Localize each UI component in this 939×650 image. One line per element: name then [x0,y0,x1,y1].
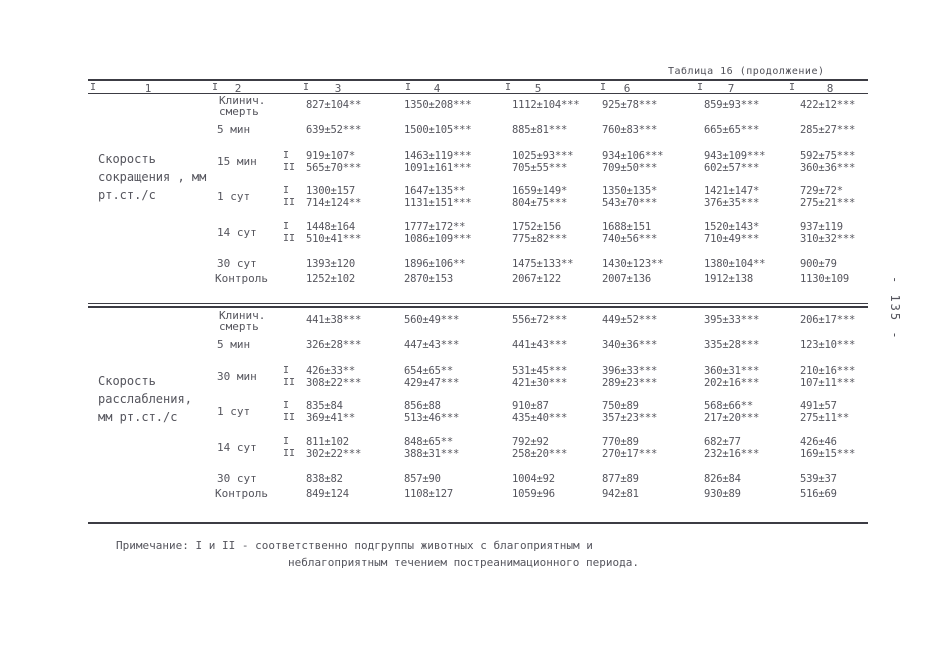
table-cell: 1752±156 [512,221,561,233]
table-cell: 429±47*** [404,377,460,389]
table-cell: 275±21*** [800,197,856,209]
subgroup-label: II [283,377,296,388]
table-cell: 937±119 [800,221,843,233]
table-note [116,537,639,571]
column-header-5: 5 [534,82,542,95]
table-cell: 340±36*** [602,339,658,351]
column-divider-mark: I [90,82,97,93]
column-divider-mark: I [303,82,310,93]
table-cell: 900±79 [800,258,837,270]
column-header-1: 1 [144,82,152,95]
section-title: Скорость расслабления, мм рт.ст./с [98,374,192,424]
row-label: 30 мин [217,370,257,383]
table-cell: 1025±93*** [512,150,574,162]
subgroup-label: II [283,448,296,459]
table-caption: Таблица 16 (продолжение) [668,66,825,77]
table-cell: 592±75*** [800,150,856,162]
table-cell: 1086±109*** [404,233,472,245]
table-cell: 709±50*** [602,162,658,174]
table-cell: 710±49*** [704,233,760,245]
row-label: Контроль [215,272,268,285]
table-cell: 289±23*** [602,377,658,389]
table-cell: 258±20*** [512,448,568,460]
table-cell: 857±90 [404,473,441,485]
table-cell: 308±22*** [306,377,362,389]
table-cell: 531±45*** [512,365,568,377]
subgroup-label: I [283,365,290,376]
table-cell: 848±65** [404,436,453,448]
table-cell: 792±92 [512,436,549,448]
table-cell: 210±16*** [800,365,856,377]
table-cell: 775±82*** [512,233,568,245]
table-cell: 682±77 [704,436,741,448]
table-cell: 705±55*** [512,162,568,174]
table-cell: 1448±164 [306,221,355,233]
subgroup-label: I [283,150,290,161]
table-cell: 714±124** [306,197,362,209]
subgroup-label: II [283,412,296,423]
table-cell: 426±33** [306,365,355,377]
table-cell: 934±106*** [602,150,664,162]
table-cell: 232±16*** [704,448,760,460]
table-cell: 539±37 [800,473,837,485]
table-cell: 360±36*** [800,162,856,174]
table-cell: 1059±96 [512,488,555,500]
rule-section-2 [88,306,868,308]
table-cell: 491±57 [800,400,837,412]
row-label: Клинич. смерть [219,94,266,118]
table-cell: 1108±127 [404,488,453,500]
table-cell: 827±104** [306,99,362,111]
table-cell: 654±65** [404,365,453,377]
table-cell: 2007±136 [602,273,651,285]
row-label: 14 сут [217,226,257,239]
column-divider-mark: I [789,82,796,93]
subgroup-label: II [283,233,296,244]
table-cell: 1647±135** [404,185,466,197]
table-cell: 169±15*** [800,448,856,460]
table-cell: 357±23*** [602,412,658,424]
table-cell: 123±10*** [800,339,856,351]
table-cell: 513±46*** [404,412,460,424]
table-cell: 516±69 [800,488,837,500]
table-cell: 217±20*** [704,412,760,424]
table-cell: 925±78*** [602,99,658,111]
table-cell: 543±70*** [602,197,658,209]
table-cell: 1252±102 [306,273,355,285]
table-cell: 206±17*** [800,314,856,326]
table-cell: 639±52*** [306,124,362,136]
page-number: - 135 - [888,276,902,341]
note-line-1: Примечание: I и II - соответственно подгруппы животных с благоприятным и [116,539,593,552]
table-cell: 665±65*** [704,124,760,136]
table-cell: 1130±109 [800,273,849,285]
subgroup-label: I [283,436,290,447]
table-cell: 449±52*** [602,314,658,326]
table-cell: 1896±106** [404,258,466,270]
table-cell: 1659±149* [512,185,568,197]
table-cell: 441±43*** [512,339,568,351]
table-cell: 930±89 [704,488,741,500]
table-cell: 877±89 [602,473,639,485]
table-cell: 568±66** [704,400,753,412]
table-cell: 1777±172** [404,221,466,233]
table-cell: 560±49*** [404,314,460,326]
table-cell: 943±109*** [704,150,766,162]
column-divider-mark: I [405,82,412,93]
column-header-8: 8 [826,82,834,95]
column-divider-mark: I [697,82,704,93]
column-divider-mark: I [600,82,607,93]
column-header-7: 7 [727,82,735,95]
table-cell: 360±31*** [704,365,760,377]
column-divider-mark: I [505,82,512,93]
table-cell: 326±28*** [306,339,362,351]
table-cell: 1500±105*** [404,124,472,136]
table-cell: 826±84 [704,473,741,485]
table-cell: 740±56*** [602,233,658,245]
table-cell: 1091±161*** [404,162,472,174]
table-cell: 760±83*** [602,124,658,136]
table-cell: 422±12*** [800,99,856,111]
table-cell: 388±31*** [404,448,460,460]
table-cell: 310±32*** [800,233,856,245]
table-cell: 804±75*** [512,197,568,209]
table-cell: 1300±157 [306,185,355,197]
table-cell: 369±41** [306,412,355,424]
table-cell: 770±89 [602,436,639,448]
table-cell: 859±93*** [704,99,760,111]
table-cell: 1004±92 [512,473,555,485]
column-header-3: 3 [334,82,342,95]
table-cell: 447±43*** [404,339,460,351]
row-label: 30 сут [217,472,257,485]
table-cell: 1112±104*** [512,99,580,111]
row-label: 30 сут [217,257,257,270]
column-divider-mark: I [212,82,219,93]
table-cell: 395±33*** [704,314,760,326]
table-cell: 202±16*** [704,377,760,389]
table-cell: 2870±153 [404,273,453,285]
table-cell: 426±46 [800,436,837,448]
table-cell: 885±81*** [512,124,568,136]
table-cell: 1688±151 [602,221,651,233]
note-line-2: неблагоприятным течением постреанимационного периода. [288,556,639,569]
row-label: Контроль [215,487,268,500]
table-cell: 1520±143* [704,221,760,233]
table-cell: 1463±119*** [404,150,472,162]
subgroup-label: II [283,162,296,173]
table-cell: 838±82 [306,473,343,485]
column-header-6: 6 [623,82,631,95]
row-label: 1 сут [217,190,251,203]
table-cell: 441±38*** [306,314,362,326]
table-cell: 275±11** [800,412,849,424]
table-cell: 396±33*** [602,365,658,377]
table-cell: 435±40*** [512,412,568,424]
row-label: 14 сут [217,441,257,454]
rule-section-1 [88,303,868,304]
table-cell: 556±72*** [512,314,568,326]
table-cell: 849±124 [306,488,349,500]
table-cell: 1350±208*** [404,99,472,111]
row-label: 15 мин [217,155,257,168]
column-header-2: 2 [234,82,242,95]
table-cell: 565±70*** [306,162,362,174]
table-cell: 835±84 [306,400,343,412]
table-cell: 1380±104** [704,258,766,270]
table-cell: 335±28*** [704,339,760,351]
table-cell: 1912±138 [704,273,753,285]
row-label: 5 мин [217,123,251,136]
table-cell: 750±89 [602,400,639,412]
rule-top [88,79,868,81]
row-label: Клинич. смерть [219,309,266,333]
table-cell: 1421±147* [704,185,760,197]
table-cell: 856±88 [404,400,441,412]
table-cell: 2067±122 [512,273,561,285]
row-label: 1 сут [217,405,251,418]
table-cell: 1430±123** [602,258,664,270]
table-cell: 942±81 [602,488,639,500]
subgroup-label: I [283,221,290,232]
table-cell: 510±41*** [306,233,362,245]
section-title: Скорость сокращения , мм рт.ст./с [98,152,207,202]
table-cell: 919±107* [306,150,355,162]
table-cell: 729±72* [800,185,843,197]
table-cell: 302±22*** [306,448,362,460]
table-cell: 602±57*** [704,162,760,174]
rule-bottom [88,522,868,524]
table-cell: 421±30*** [512,377,568,389]
table-cell: 910±87 [512,400,549,412]
table-cell: 1350±135* [602,185,658,197]
table-cell: 285±27*** [800,124,856,136]
table-cell: 811±102 [306,436,349,448]
subgroup-label: II [283,197,296,208]
column-header-4: 4 [433,82,441,95]
table-cell: 1393±120 [306,258,355,270]
table-cell: 270±17*** [602,448,658,460]
table-cell: 1475±133** [512,258,574,270]
subgroup-label: I [283,400,290,411]
table-cell: 1131±151*** [404,197,472,209]
row-label: 5 мин [217,338,251,351]
table-cell: 376±35*** [704,197,760,209]
subgroup-label: I [283,185,290,196]
table-cell: 107±11*** [800,377,856,389]
